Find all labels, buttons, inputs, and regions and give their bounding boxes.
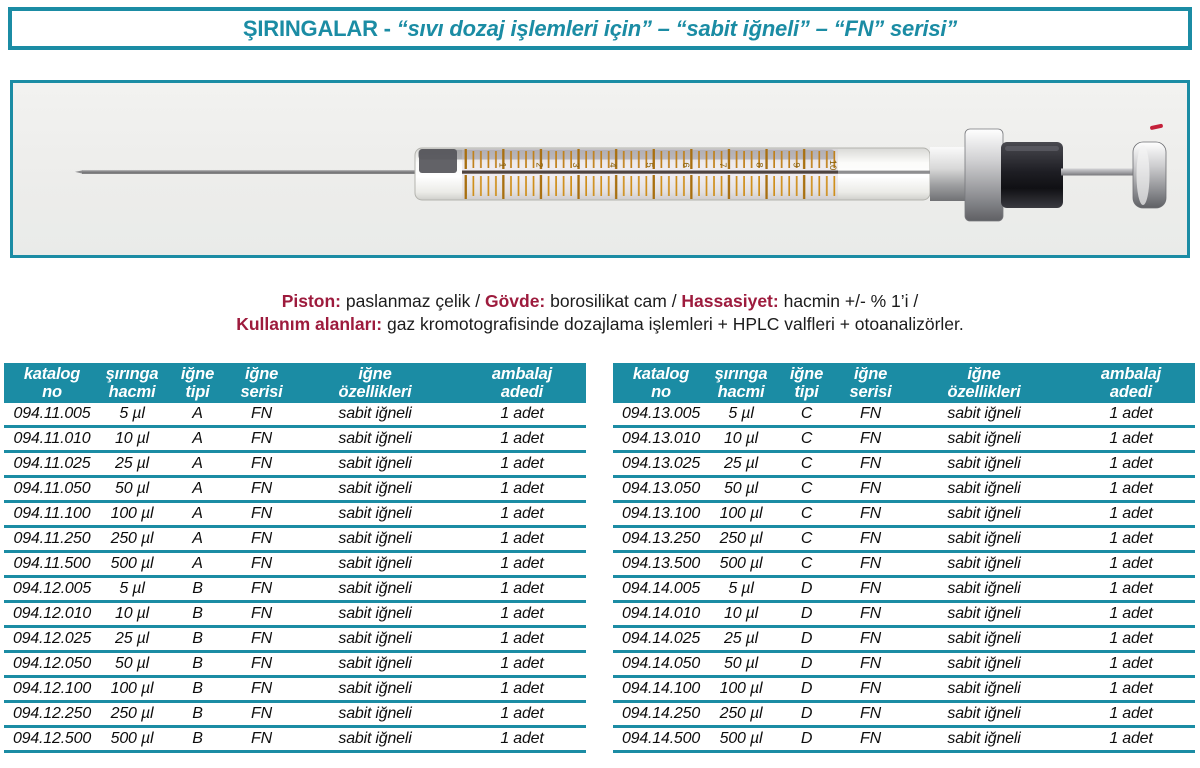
table-row	[613, 403, 1195, 427]
scale-number: 5	[643, 162, 655, 168]
table-cell: 5 µl	[709, 403, 773, 427]
table-cell: 50 µl	[709, 477, 773, 502]
table-cell: 500 µl	[709, 727, 773, 752]
table-cell: 094.14.050	[613, 652, 709, 677]
description-text: paslanmaz çelik /	[341, 291, 485, 311]
table-cell: 1 adet	[458, 477, 586, 502]
table-cell: 1 adet	[458, 403, 586, 427]
table-cell: FN	[231, 577, 292, 602]
description-text: borosilikat cam /	[545, 291, 682, 311]
table-cell: 094.13.050	[613, 477, 709, 502]
table-cell: 500 µl	[709, 552, 773, 577]
table-cell: 1 adet	[1067, 577, 1195, 602]
column-header: katalog no	[613, 363, 709, 403]
scale-number: 2	[533, 162, 545, 168]
table-cell: sabit iğneli	[901, 602, 1067, 627]
catalog-table-left	[4, 363, 586, 753]
table-cell: 094.11.250	[4, 527, 100, 552]
table-cell: sabit iğneli	[292, 677, 458, 702]
needle	[75, 170, 465, 174]
column-header: ambalaj adedi	[1067, 363, 1195, 403]
scale-number: 10	[827, 159, 838, 171]
table-cell: 1 adet	[458, 502, 586, 527]
table-row	[613, 427, 1195, 452]
table-cell: sabit iğneli	[292, 527, 458, 552]
table-cell: sabit iğneli	[901, 727, 1067, 752]
table-cell: FN	[840, 702, 901, 727]
table-row	[613, 552, 1195, 577]
table-cell: B	[164, 652, 231, 677]
hex-nut	[1001, 142, 1063, 208]
table-row	[4, 627, 586, 652]
table-cell: FN	[840, 677, 901, 702]
table-cell: FN	[231, 452, 292, 477]
table-cell: 094.12.010	[4, 602, 100, 627]
table-cell: 094.14.250	[613, 702, 709, 727]
table-row	[4, 527, 586, 552]
table-header	[613, 363, 1195, 403]
table-cell: 094.12.250	[4, 702, 100, 727]
table-cell: sabit iğneli	[901, 527, 1067, 552]
table-cell: sabit iğneli	[901, 577, 1067, 602]
table-cell: C	[773, 477, 840, 502]
table-cell: 1 adet	[1067, 677, 1195, 702]
table-cell: sabit iğneli	[292, 403, 458, 427]
table-cell: 10 µl	[709, 602, 773, 627]
table-cell: 250 µl	[709, 527, 773, 552]
table-cell: 094.12.100	[4, 677, 100, 702]
table-cell: 10 µl	[709, 427, 773, 452]
table-cell: 50 µl	[100, 477, 164, 502]
table-cell: 1 adet	[458, 627, 586, 652]
table-row	[4, 477, 586, 502]
table-row	[4, 403, 586, 427]
table-cell: 1 adet	[458, 602, 586, 627]
scale-number: 3	[570, 162, 582, 168]
table-cell: 250 µl	[100, 527, 164, 552]
table-row	[613, 627, 1195, 652]
description-label: Hassasiyet:	[681, 291, 779, 311]
description-line1	[0, 290, 1200, 313]
table-cell: 1 adet	[1067, 702, 1195, 727]
column-header: iğne serisi	[840, 363, 901, 403]
table-cell: 500 µl	[100, 552, 164, 577]
table-cell: FN	[231, 702, 292, 727]
table-cell: 094.14.005	[613, 577, 709, 602]
table-cell: 094.13.010	[613, 427, 709, 452]
table-cell: 500 µl	[100, 727, 164, 752]
scale-number: 1	[496, 162, 508, 168]
table-cell: 094.12.005	[4, 577, 100, 602]
table-cell: 094.11.100	[4, 502, 100, 527]
table-cell: D	[773, 677, 840, 702]
table-cell: A	[164, 502, 231, 527]
table-cell: D	[773, 727, 840, 752]
description-label: Gövde:	[484, 291, 546, 311]
table-row	[4, 452, 586, 477]
table-cell: 1 adet	[1067, 727, 1195, 752]
table-cell: FN	[231, 602, 292, 627]
table-cell: FN	[840, 427, 901, 452]
table-cell: C	[773, 403, 840, 427]
table-cell: B	[164, 702, 231, 727]
table-cell: 094.13.005	[613, 403, 709, 427]
table-cell: 5 µl	[709, 577, 773, 602]
table-cell: FN	[231, 403, 292, 427]
column-header: iğne serisi	[231, 363, 292, 403]
table-cell: FN	[840, 552, 901, 577]
description-line2	[0, 313, 1200, 336]
table-row	[4, 727, 586, 752]
table-cell: C	[773, 452, 840, 477]
table-cell: sabit iğneli	[292, 452, 458, 477]
table-cell: FN	[840, 602, 901, 627]
table-cell: FN	[840, 727, 901, 752]
table-cell: D	[773, 702, 840, 727]
column-header: iğne tipi	[773, 363, 840, 403]
table-cell: 5 µl	[100, 577, 164, 602]
product-description	[0, 290, 1200, 336]
table-cell: A	[164, 477, 231, 502]
column-header: katalog no	[4, 363, 100, 403]
table-cell: FN	[231, 527, 292, 552]
table-cell: sabit iğneli	[901, 652, 1067, 677]
table-cell: 1 adet	[458, 702, 586, 727]
table-cell: 100 µl	[100, 502, 164, 527]
page-title	[243, 16, 957, 42]
table-cell: FN	[231, 627, 292, 652]
table-cell: sabit iğneli	[292, 627, 458, 652]
table-row	[613, 652, 1195, 677]
table-cell: 094.13.250	[613, 527, 709, 552]
scale-number: 7	[716, 162, 728, 168]
table-cell: C	[773, 502, 840, 527]
table-cell: 100 µl	[100, 677, 164, 702]
table-cell: FN	[231, 477, 292, 502]
table-cell: 094.13.500	[613, 552, 709, 577]
description-text: hacmin +/- % 1’i /	[778, 291, 919, 311]
table-row	[613, 702, 1195, 727]
table-cell: A	[164, 452, 231, 477]
table-row	[4, 577, 586, 602]
table-cell: 100 µl	[709, 502, 773, 527]
page-title-banner	[8, 7, 1192, 50]
syringe-photo	[13, 83, 1187, 255]
table-cell: 094.11.005	[4, 403, 100, 427]
table-cell: sabit iğneli	[901, 403, 1067, 427]
table-cell: 1 adet	[458, 677, 586, 702]
table-cell: 50 µl	[100, 652, 164, 677]
table-row	[613, 677, 1195, 702]
table-cell: A	[164, 403, 231, 427]
catalog-tables	[4, 363, 1195, 753]
title-quoted: “sıvı dozaj işlemleri için” – “sabit iğneli” – “FN” serisi”	[396, 15, 958, 41]
table-cell: sabit iğneli	[901, 702, 1067, 727]
title-prefix: ŞIRINGALAR -	[242, 15, 397, 41]
table-cell: C	[773, 427, 840, 452]
table-row	[4, 427, 586, 452]
table-cell: A	[164, 552, 231, 577]
table-cell: sabit iğneli	[901, 552, 1067, 577]
table-cell: 1 adet	[458, 577, 586, 602]
table-cell: 1 adet	[458, 527, 586, 552]
table-cell: FN	[231, 677, 292, 702]
graduation-scale	[462, 149, 838, 199]
table-cell: 094.14.010	[613, 602, 709, 627]
table-cell: A	[164, 427, 231, 452]
table-row	[613, 527, 1195, 552]
table-cell: 1 adet	[1067, 527, 1195, 552]
table-cell: B	[164, 602, 231, 627]
table-row	[4, 502, 586, 527]
table-cell: sabit iğneli	[901, 677, 1067, 702]
column-header: şırınga hacmi	[709, 363, 773, 403]
table-cell: 094.11.050	[4, 477, 100, 502]
table-cell: FN	[840, 627, 901, 652]
table-cell: 094.11.500	[4, 552, 100, 577]
table-cell: 094.13.025	[613, 452, 709, 477]
table-cell: FN	[231, 552, 292, 577]
table-row	[613, 727, 1195, 752]
table-cell: 250 µl	[709, 702, 773, 727]
table-cell: sabit iğneli	[292, 727, 458, 752]
column-header: iğne tipi	[164, 363, 231, 403]
table-cell: 25 µl	[709, 452, 773, 477]
table-cell: 1 adet	[1067, 552, 1195, 577]
table-cell: B	[164, 627, 231, 652]
table-cell: D	[773, 577, 840, 602]
table-header	[4, 363, 586, 403]
table-cell: sabit iğneli	[901, 502, 1067, 527]
table-cell: 1 adet	[1067, 427, 1195, 452]
table-row	[4, 552, 586, 577]
syringe-photo-frame	[10, 80, 1190, 258]
table-cell: sabit iğneli	[292, 477, 458, 502]
table-cell: 094.11.010	[4, 427, 100, 452]
scale-number: 8	[753, 162, 765, 168]
table-cell: 10 µl	[100, 427, 164, 452]
table-cell: FN	[231, 502, 292, 527]
table-cell: B	[164, 677, 231, 702]
table-cell: FN	[231, 652, 292, 677]
table-cell: 25 µl	[100, 452, 164, 477]
table-cell: C	[773, 552, 840, 577]
table-cell: B	[164, 577, 231, 602]
table-row	[613, 452, 1195, 477]
table-cell: 1 adet	[458, 652, 586, 677]
table-cell: 50 µl	[709, 652, 773, 677]
scale-number: 4	[606, 162, 618, 168]
table-cell: D	[773, 602, 840, 627]
table-cell: sabit iğneli	[292, 502, 458, 527]
table-cell: 5 µl	[100, 403, 164, 427]
table-cell: 10 µl	[100, 602, 164, 627]
table-cell: sabit iğneli	[292, 702, 458, 727]
table-row	[613, 477, 1195, 502]
table-cell: C	[773, 527, 840, 552]
table-cell: sabit iğneli	[292, 602, 458, 627]
catalog-table-right	[613, 363, 1195, 753]
table-cell: FN	[840, 652, 901, 677]
table-cell: 094.14.100	[613, 677, 709, 702]
table-row	[4, 652, 586, 677]
table-cell: 1 adet	[1067, 652, 1195, 677]
table-cell: FN	[840, 452, 901, 477]
table-cell: sabit iğneli	[901, 452, 1067, 477]
table-cell: 1 adet	[1067, 627, 1195, 652]
table-cell: FN	[231, 427, 292, 452]
needle-hub	[419, 149, 457, 173]
table-cell: FN	[231, 727, 292, 752]
table-cell: 094.12.025	[4, 627, 100, 652]
column-header: ambalaj adedi	[458, 363, 586, 403]
table-cell: 250 µl	[100, 702, 164, 727]
flange	[965, 129, 1003, 221]
barrel-collar	[930, 147, 967, 201]
table-cell: D	[773, 652, 840, 677]
table-cell: sabit iğneli	[292, 577, 458, 602]
table-cell: 25 µl	[709, 627, 773, 652]
table-cell: 1 adet	[1067, 452, 1195, 477]
description-text: gaz kromotografisinde dozajlama işlemleri + HPLC valfleri + otoanalizörler.	[382, 314, 964, 334]
table-cell: 1 adet	[458, 452, 586, 477]
table-cell: sabit iğneli	[292, 652, 458, 677]
table-cell: FN	[840, 477, 901, 502]
description-label: Kullanım alanları:	[236, 314, 383, 334]
column-header: iğne özellikleri	[901, 363, 1067, 403]
syringe-barrel	[415, 148, 930, 200]
plunger-rod	[1061, 169, 1137, 176]
table-row	[4, 677, 586, 702]
table-cell: B	[164, 727, 231, 752]
table-row	[4, 602, 586, 627]
table-cell: 094.14.500	[613, 727, 709, 752]
table-cell: 1 adet	[458, 552, 586, 577]
table-cell: 094.14.025	[613, 627, 709, 652]
table-cell: 25 µl	[100, 627, 164, 652]
table-cell: 094.12.050	[4, 652, 100, 677]
table-cell: FN	[840, 527, 901, 552]
column-header: iğne özellikleri	[292, 363, 458, 403]
table-cell: FN	[840, 502, 901, 527]
scale-number: 9	[790, 162, 802, 168]
plunger-button	[1133, 142, 1166, 208]
table-row	[613, 577, 1195, 602]
table-cell: sabit iğneli	[901, 477, 1067, 502]
table-cell: sabit iğneli	[292, 552, 458, 577]
table-cell: 094.11.025	[4, 452, 100, 477]
table-cell: 1 adet	[458, 727, 586, 752]
table-cell: 094.12.500	[4, 727, 100, 752]
table-cell: 1 adet	[1067, 403, 1195, 427]
table-cell: sabit iğneli	[901, 627, 1067, 652]
description-label: Piston:	[281, 291, 342, 311]
table-cell: 1 adet	[1067, 502, 1195, 527]
table-row	[613, 502, 1195, 527]
table-row	[4, 702, 586, 727]
scale-number: 6	[680, 162, 692, 168]
table-cell: 1 adet	[1067, 602, 1195, 627]
table-cell: FN	[840, 577, 901, 602]
table-cell: 100 µl	[709, 677, 773, 702]
table-cell: 1 adet	[458, 427, 586, 452]
table-cell: FN	[840, 403, 901, 427]
table-cell: 1 adet	[1067, 477, 1195, 502]
table-cell: sabit iğneli	[901, 427, 1067, 452]
column-header: şırınga hacmi	[100, 363, 164, 403]
table-cell: sabit iğneli	[292, 427, 458, 452]
table-row	[613, 602, 1195, 627]
table-cell: 094.13.100	[613, 502, 709, 527]
table-cell: D	[773, 627, 840, 652]
table-cell: A	[164, 527, 231, 552]
